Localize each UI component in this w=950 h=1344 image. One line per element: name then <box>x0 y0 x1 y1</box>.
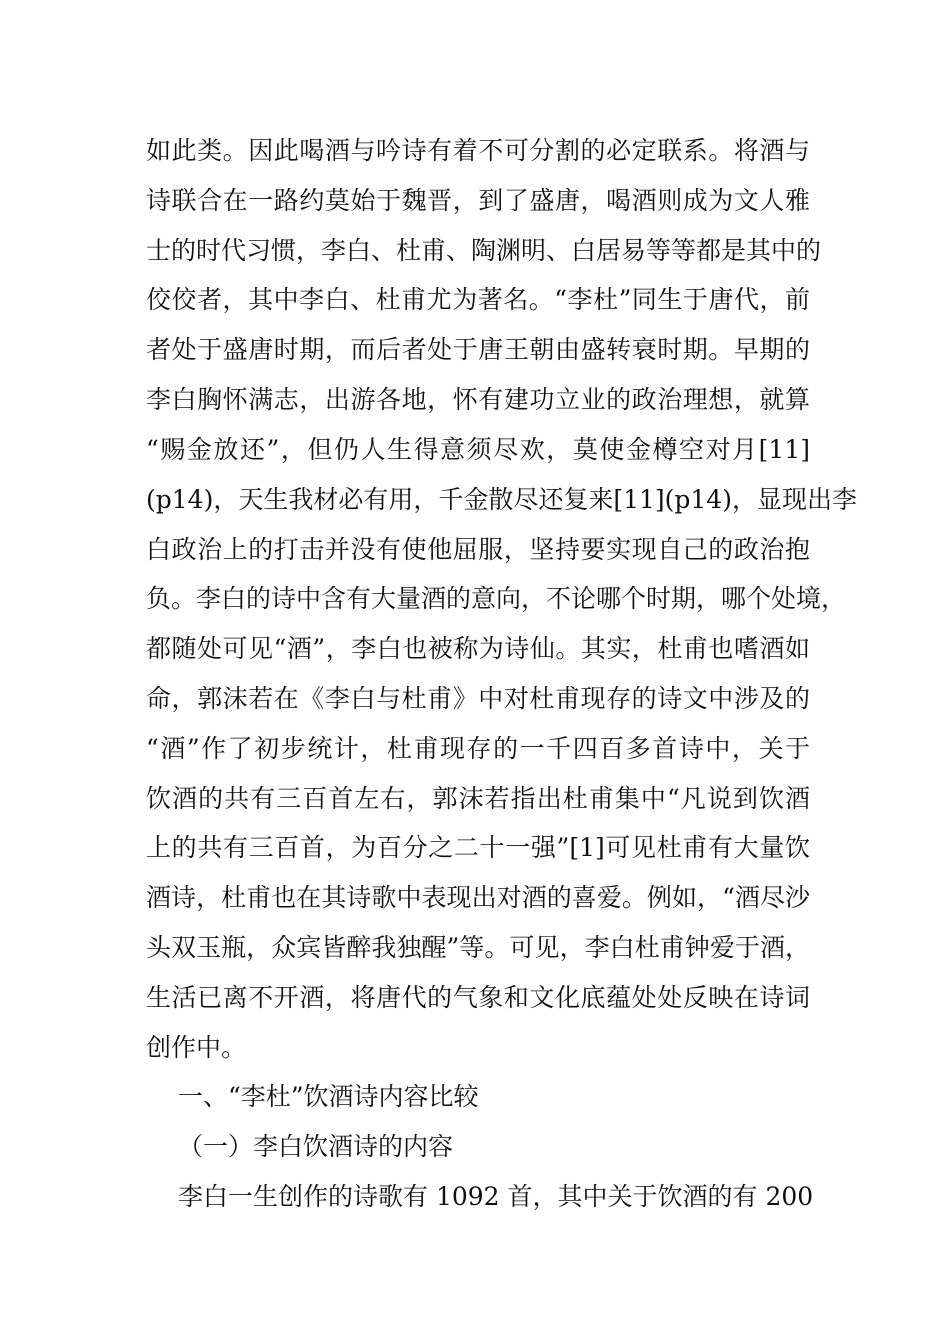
paragraph-line: 李白胸怀满志，出游各地，怀有建功立业的政治理想，就算 <box>146 385 810 414</box>
paragraph-line: 创作中。 <box>146 1033 247 1062</box>
paragraph-line: (p14)，天生我材必有用，千金散尽还复来[11](p14)，显现出李 <box>146 485 857 514</box>
paragraph-line: 诗联合在一路约莫始于魏晋，到了盛唐，喝酒则成为文人雅 <box>146 186 810 215</box>
section-heading: 一、“李杜”饮酒诗内容比较 <box>178 1082 479 1111</box>
paragraph-line: 头双玉瓶，众宾皆醉我独醒”等。可见，李白杜甫钟爱于酒， <box>146 933 810 962</box>
subsection-heading: （一）李白饮酒诗的内容 <box>178 1132 454 1161</box>
paragraph-line: 士的时代习惯，李白、杜甫、陶渊明、白居易等等都是其中的 <box>146 236 822 265</box>
paragraph-line: 李白一生创作的诗歌有 1092 首，其中关于饮酒的有 200 <box>178 1182 814 1211</box>
paragraph-line: 酒诗，杜甫也在其诗歌中表现出对酒的喜爱。例如，“酒尽沙 <box>146 883 810 912</box>
paragraph-line: 上的共有三百首，为百分之二十一强”[1]可见杜甫有大量饮 <box>146 833 810 862</box>
paragraph-line: 负。李白的诗中含有大量酒的意向，不论哪个时期，哪个处境， <box>146 584 847 613</box>
paragraph-line: 都随处可见“酒”，李白也被称为诗仙。其实，杜甫也嗜酒如 <box>146 634 810 663</box>
paragraph-line: 佼佼者，其中李白、杜甫尤为著名。“李杜”同生于唐代，前 <box>146 285 810 314</box>
paragraph-line: “赐金放还”，但仍人生得意须尽欢，莫使金樽空对月[11] <box>146 435 810 464</box>
paragraph-line: 如此类。因此喝酒与吟诗有着不可分割的必定联系。将酒与 <box>146 136 810 165</box>
paragraph-line: “酒”作了初步统计，杜甫现存的一千四百多首诗中，关于 <box>146 734 810 763</box>
paragraph-line: 者处于盛唐时期，而后者处于唐王朝由盛转衰时期。早期的 <box>146 335 810 364</box>
paragraph-line: 白政治上的打击并没有使他屈服，坚持要实现自己的政治抱 <box>146 535 810 564</box>
paragraph-line: 生活已离不开酒，将唐代的气象和文化底蕴处处反映在诗词 <box>146 983 810 1012</box>
paragraph-line: 饮酒的共有三百首左右，郭沫若指出杜甫集中“凡说到饮酒 <box>146 784 810 813</box>
paragraph-line: 命，郭沫若在《李白与杜甫》中对杜甫现存的诗文中涉及的 <box>146 684 810 713</box>
